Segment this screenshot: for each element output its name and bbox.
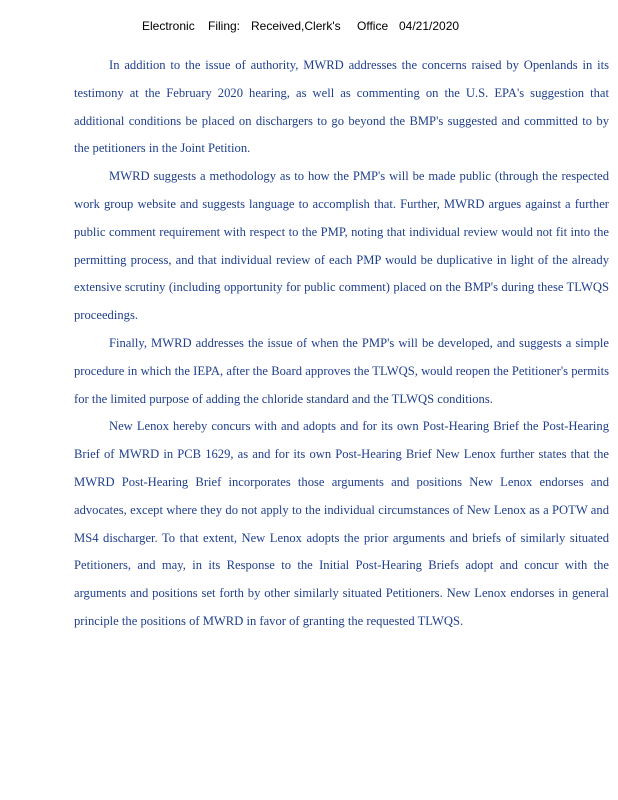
paragraph-1 bbox=[74, 52, 609, 163]
paragraph-2-text: MWRD suggests a methodology as to how the PMP's will be made public (through the respected work group website and suggests language to accomplish that. Further, MWRD argues against a further public comment requirement with respect to the PMP, noting that individual review would not fit into the permitting process, and that individual review of each PMP would be duplicative in light of the already extensive scrutiny (including opportunity for public comment) placed on the BMP's during these TLWQS proceedings. bbox=[74, 169, 609, 323]
filing-header bbox=[0, 19, 618, 39]
header-date: 04/21/2020 bbox=[399, 19, 460, 33]
header-received: Received,Clerk's bbox=[251, 19, 341, 33]
paragraph-4 bbox=[74, 413, 609, 635]
paragraph-3-text: Finally, MWRD addresses the issue of when the PMP's will be developed, and suggests a simple procedure in which the IEPA, after the Board approves the TLWQS, would reopen the Petitioner's permits for the limited purpose of adding the chloride standard and the TLWQS conditions. bbox=[74, 335, 609, 406]
paragraph-2 bbox=[74, 163, 609, 330]
paragraph-3 bbox=[74, 330, 609, 413]
paragraph-1-text: In addition to the issue of authority, MWRD addresses the concerns raised by Openlands in its testimony at the February 2020 hearing, as well as commenting on the U.S. EPA's suggestion that additional conditions be placed on dischargers to go beyond the BMP's suggested and committed to by the petitioners in the Joint Petition. bbox=[74, 58, 609, 156]
header-filing: Filing: bbox=[208, 19, 241, 33]
document-body bbox=[74, 52, 609, 636]
paragraph-4-text: New Lenox hereby concurs with and adopts and for its own Post-Hearing Brief the Post-Hearing Brief of MWRD in PCB 1629, as and for its own Post-Hearing Brief New Lenox further states that the MWRD Post-Hearing Brief incorporates those arguments and positions New Lenox endorses and advocates, except where they do not apply to the individual circumstances of New Lenox as a POTW and MS4 discharger. To that extent, New Lenox adopts the prior arguments and briefs of similarly situated Petitioners, and may, in its Response to the Initial Post-Hearing Briefs adopt and concur with the arguments and positions set forth by other similarly situated Petitioners. New Lenox endorses in general principle the positions of MWRD in favor of granting the requested TLWQS. bbox=[74, 419, 609, 628]
header-office: Office bbox=[357, 19, 389, 33]
header-electronic: Electronic bbox=[142, 19, 195, 33]
